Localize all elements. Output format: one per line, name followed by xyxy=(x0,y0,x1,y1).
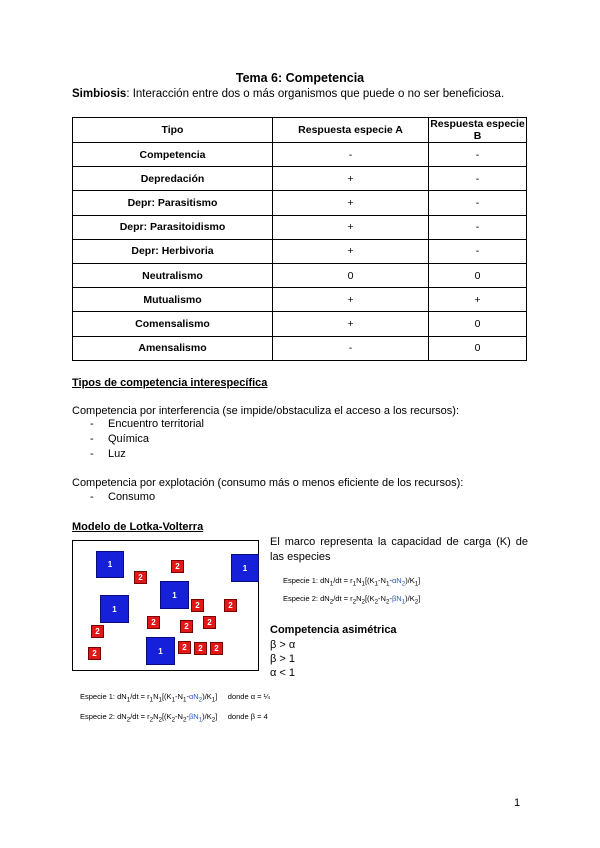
species-1-square: 1 xyxy=(96,551,124,578)
table-cell-tipo: Comensalismo xyxy=(73,312,273,336)
header-especie-b: Respuesta especie B xyxy=(430,118,525,142)
interferencia-text: Competencia por interferencia (se impide/obstaculiza el acceso a los recursos): xyxy=(72,405,460,417)
table-row xyxy=(73,239,527,263)
table-cell-especie-b: 0 xyxy=(429,336,527,360)
table-row xyxy=(73,143,527,167)
species-2-square: 2 xyxy=(88,647,101,660)
table-cell-especie-a: + xyxy=(273,312,429,336)
equation-species-1-lower: Especie 1: $dN_1/dt = r_1N_1[(K_1-N_1-\alpha N_2)/K_1]$ donde α = ¼ xyxy=(80,692,270,704)
table-cell-tipo: Amensalismo xyxy=(73,336,273,360)
table-cell-especie-a: + xyxy=(273,288,429,312)
equation-species-2-lower: Especie 2: $dN_2/dt = r_2N_2[(K_2-N_2-\beta N_1)/K_2]$ donde β = 4 xyxy=(80,712,268,724)
donde-beta: donde β = 4 xyxy=(227,712,268,721)
simbiosis-text: : Interacción entre dos o más organismos que puede o no ser beneficiosa. xyxy=(126,88,505,100)
table-cell-especie-b: 0 xyxy=(429,312,527,336)
table-cell-especie-a: 0 xyxy=(273,263,429,287)
species-2-square: 2 xyxy=(134,571,147,584)
species-1-square: 1 xyxy=(146,637,175,665)
species-2-square: 2 xyxy=(147,616,160,629)
header-especie-a: Respuesta especie A xyxy=(273,118,429,143)
table-cell-especie-b: - xyxy=(429,215,527,239)
equation-species-2: Especie 2: $dN_2/dt = r_2N_2[(K_2-N_2-\beta N_1)/K_2]$ xyxy=(283,594,421,606)
table-cell-tipo: Competencia xyxy=(73,143,273,167)
species-1-square: 1 xyxy=(160,581,189,609)
table-cell-especie-a: + xyxy=(273,167,429,191)
species-2-square: 2 xyxy=(210,642,223,655)
table-row xyxy=(73,288,527,312)
condition-2: β > 1 xyxy=(270,653,295,665)
page-title: Tema 6: Competencia xyxy=(235,71,365,85)
donde-alpha: donde α = ¼ xyxy=(227,692,270,701)
species-2-square: 2 xyxy=(180,620,193,633)
table-cell-especie-b: 0 xyxy=(429,263,527,287)
table-row xyxy=(73,191,527,215)
table-row xyxy=(73,167,527,191)
lotka-heading: Modelo de Lotka-Volterra xyxy=(72,521,204,533)
table-cell-especie-a: + xyxy=(273,191,429,215)
table-cell-especie-a: + xyxy=(273,215,429,239)
table-cell-especie-b: - xyxy=(429,143,527,167)
header-tipo: Tipo xyxy=(73,118,273,143)
species-2-square: 2 xyxy=(194,642,207,655)
table-cell-especie-a: - xyxy=(273,336,429,360)
species-2-square: 2 xyxy=(224,599,237,612)
condition-1: β > α xyxy=(270,639,296,651)
simbiosis-definition xyxy=(72,88,504,100)
equation-species-1: Especie 1: $dN_1/dt = r_1N_1[(K_1-N_1-\alpha N_2)/K_1]$ xyxy=(283,576,421,588)
table-row xyxy=(73,215,527,239)
table-row xyxy=(73,336,527,360)
table-cell-tipo: Depr: Parasitismo xyxy=(73,191,273,215)
table-cell-especie-a: + xyxy=(273,239,429,263)
condition-3: α < 1 xyxy=(270,667,296,679)
species-2-square: 2 xyxy=(203,616,216,629)
table-cell-especie-b: - xyxy=(429,239,527,263)
table-cell-especie-b: + xyxy=(429,288,527,312)
table-cell-especie-b: - xyxy=(429,191,527,215)
table-header-row xyxy=(73,118,527,143)
simbiosis-label: Simbiosis xyxy=(72,88,127,100)
table-cell-tipo: Depr: Herbivoria xyxy=(73,239,273,263)
tipos-heading: Tipos de competencia interespecífica xyxy=(72,377,268,389)
page-number: 1 xyxy=(514,797,521,809)
table-row xyxy=(73,263,527,287)
species-2-square: 2 xyxy=(178,641,191,654)
table-cell-tipo: Depr: Parasitoidismo xyxy=(73,215,273,239)
lotka-description: El marco representa la capacidad de carga (K) de las especies xyxy=(270,536,528,563)
interaction-table xyxy=(72,117,527,361)
explotacion-text: Competencia por explotación (consumo más o menos eficiente de los recursos): xyxy=(72,477,464,489)
table-cell-especie-b: - xyxy=(429,167,527,191)
species-1-square: 1 xyxy=(231,554,259,582)
asymmetric-heading: Competencia asimétrica xyxy=(270,624,397,636)
table-cell-tipo: Neutralismo xyxy=(73,263,273,287)
species-2-square: 2 xyxy=(171,560,184,573)
table-cell-tipo: Mutualismo xyxy=(73,288,273,312)
species-2-square: 2 xyxy=(91,625,104,638)
table-cell-especie-a: - xyxy=(273,143,429,167)
species-1-square: 1 xyxy=(100,595,129,623)
species-2-square: 2 xyxy=(191,599,204,612)
table-row xyxy=(73,312,527,336)
carrying-capacity-frame xyxy=(72,540,259,671)
table-cell-tipo: Depredación xyxy=(73,167,273,191)
